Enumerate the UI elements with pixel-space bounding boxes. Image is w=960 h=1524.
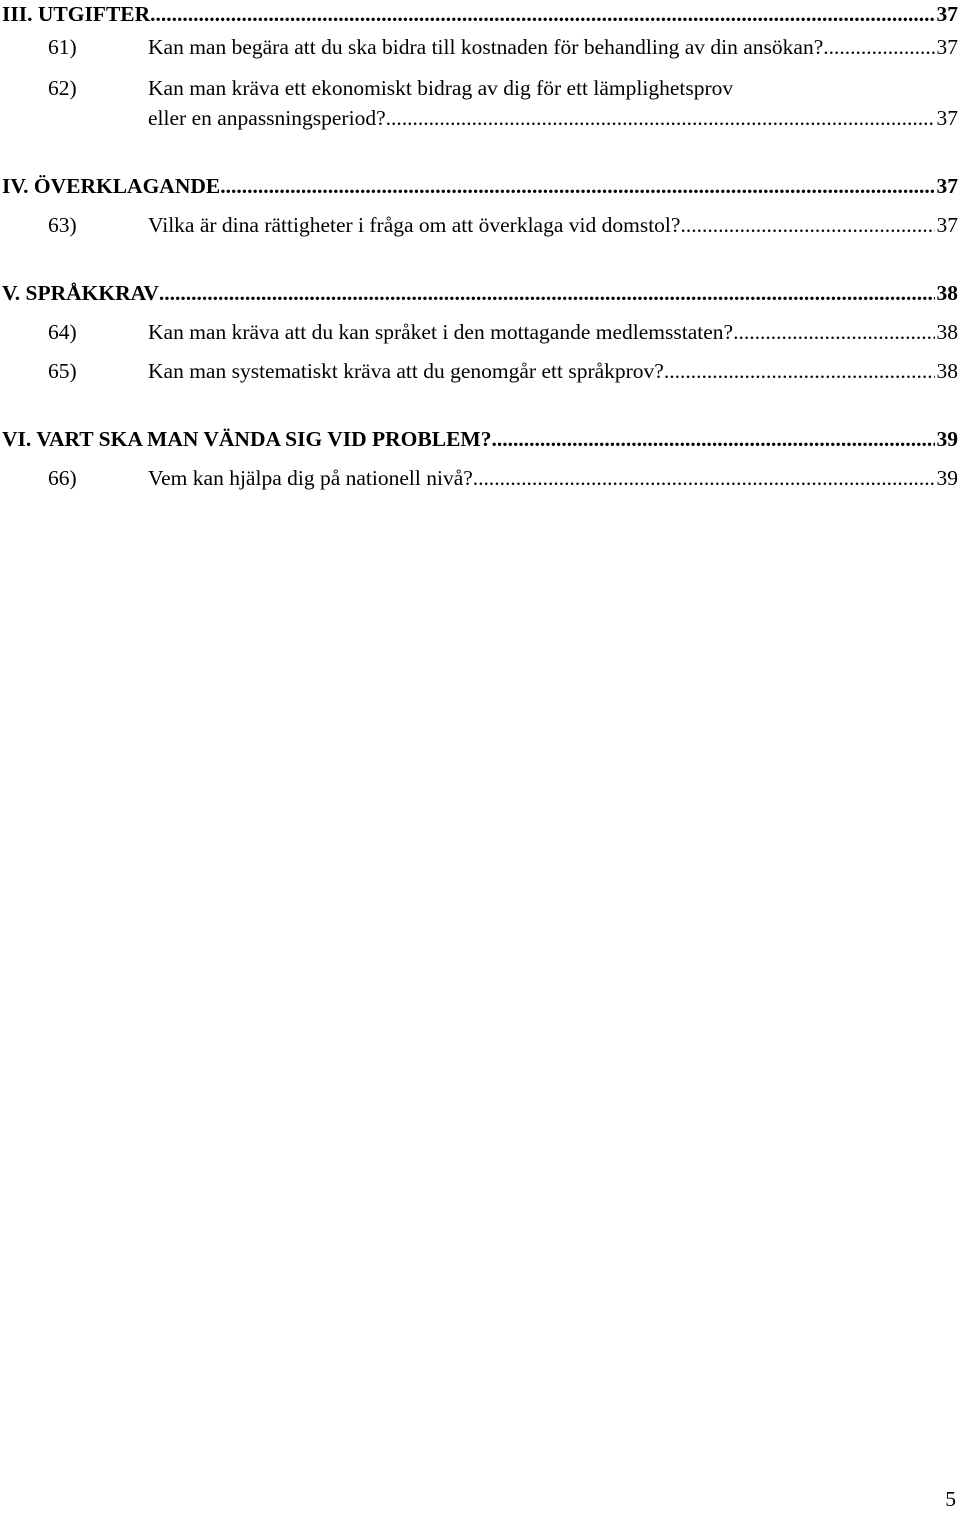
- toc-page-number: 37: [936, 106, 958, 130]
- toc-item-62[interactable]: [0, 74, 960, 102]
- dot-leader: [733, 318, 934, 346]
- toc-page-number: 38: [936, 320, 958, 344]
- toc-item-label: eller en anpassningsperiod?: [148, 106, 386, 130]
- toc-item-number: 64): [48, 320, 77, 344]
- toc-section-label: V. SPRÅKKRAV: [2, 281, 159, 305]
- toc-item-number: 66): [48, 466, 77, 490]
- dot-leader: [473, 464, 935, 492]
- toc-item-63[interactable]: [0, 211, 960, 239]
- toc-item-number: 62): [48, 76, 77, 100]
- toc-page-number: 38: [936, 359, 958, 383]
- toc-item-number: 61): [48, 35, 77, 59]
- toc-item-label: Kan man kräva att du kan språket i den mottagande medlemsstaten?: [148, 320, 734, 344]
- toc-item-label: Vem kan hjälpa dig på nationell nivå?: [148, 466, 473, 490]
- toc-item-label: Kan man systematiskt kräva att du genomgår ett språkprov?: [148, 359, 664, 383]
- toc-page-number: 39: [936, 466, 958, 490]
- dot-leader: [159, 279, 935, 307]
- dot-leader: [220, 172, 934, 200]
- toc-section-vart-ska-man-vanda-sig[interactable]: [0, 425, 960, 453]
- toc-item-label: Kan man begära att du ska bidra till kostnaden för behandling av din ansökan?: [148, 35, 824, 59]
- toc-item-number: 63): [48, 213, 77, 237]
- toc-item-label: Kan man kräva ett ekonomiskt bidrag av dig för ett lämplighetsprov: [148, 76, 734, 100]
- toc-section-overklagande[interactable]: [0, 172, 960, 200]
- toc-section-label: IV. ÖVERKLAGANDE: [2, 174, 221, 198]
- toc-item-65[interactable]: [0, 357, 960, 385]
- toc-page-number: 37: [936, 174, 958, 198]
- toc-item-66[interactable]: [0, 464, 960, 492]
- toc-item-label: Vilka är dina rättigheter i fråga om att överklaga vid domstol?: [148, 213, 681, 237]
- dot-leader: [664, 357, 935, 385]
- page-footer-number: 5: [945, 1487, 956, 1511]
- toc-page-number: 39: [936, 427, 958, 451]
- dot-leader: [150, 0, 934, 28]
- toc-section-sprakkrav[interactable]: [0, 279, 960, 307]
- toc-item-62-continued[interactable]: [0, 104, 960, 132]
- toc-section-label: III. UTGIFTER: [2, 2, 151, 26]
- toc-page-number: 37: [936, 35, 958, 59]
- dot-leader: [386, 104, 935, 132]
- toc-item-number: 65): [48, 359, 77, 383]
- toc-page-number: 38: [936, 281, 958, 305]
- dot-leader: [823, 33, 934, 61]
- toc-page-number: 37: [936, 2, 958, 26]
- toc-item-61[interactable]: [0, 33, 960, 61]
- toc-section-label: VI. VART SKA MAN VÄNDA SIG VID PROBLEM?: [2, 427, 492, 451]
- toc-page-number: 37: [936, 213, 958, 237]
- toc-section-utgifter[interactable]: [0, 0, 960, 28]
- dot-leader: [680, 211, 934, 239]
- toc-item-64[interactable]: [0, 318, 960, 346]
- dot-leader: [491, 425, 934, 453]
